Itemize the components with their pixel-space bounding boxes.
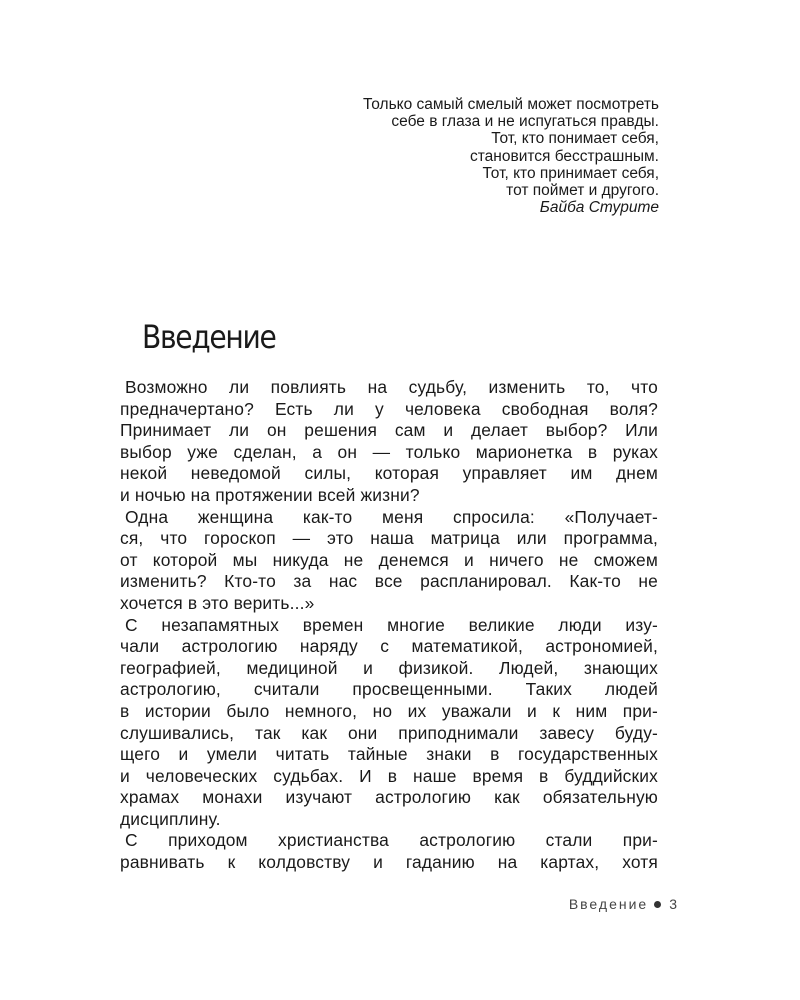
text-line: в истории было немного, но их уважали и к ним при-	[120, 700, 658, 721]
text-line: некой неведомой силы, которая управляет им днем	[120, 463, 658, 484]
epigraph-line: Тот, кто принимает себя,	[482, 164, 659, 182]
text-line: Возможно ли повлиять на судьбу, изменить то, что	[125, 377, 658, 397]
epigraph-author: Байба Стурите	[539, 199, 659, 217]
text-line: равнивать к колдовству и гаданию на картах, хотя	[120, 852, 658, 873]
text-line: хочется в это верить...»	[120, 592, 315, 613]
text-line: и человеческих судьбах. И в наше время в буддийских	[120, 765, 658, 786]
text-line: от которой мы никуда не денемся и ничего не сможем	[120, 549, 658, 570]
text-line: изменить? Кто-то за нас все распланировал. Как-то не	[120, 571, 658, 592]
text-line: ся, что гороскоп — это наша матрица или программа,	[120, 528, 658, 549]
text-line: чали астрологию наряду с математикой, астрономией,	[120, 636, 658, 657]
text-line: выбор уже сделан, а он — только марионетка в руках	[120, 441, 658, 462]
text-line: предначертано? Есть ли у человека свободная воля?	[120, 398, 658, 419]
chapter-title: Введение	[142, 318, 276, 356]
text-line: С приходом христианства астрологию стали при-	[125, 830, 658, 851]
page-number: 3	[669, 896, 679, 912]
page-footer	[569, 896, 679, 912]
epigraph-line: Только самый смелый может посмотреть	[362, 96, 659, 113]
text-line: дисциплину.	[120, 808, 221, 829]
text-line: и ночью на протяжении всей жизни?	[120, 484, 420, 505]
text-line: астрологию, считали просвещенными. Таких людей	[120, 679, 658, 700]
body-text	[120, 377, 658, 874]
text-line: географией, медициной и физикой. Людей, знающих	[120, 657, 658, 678]
bullet-icon	[654, 901, 661, 908]
text-line: храмах монахи изучают астрологию как обязательную	[120, 787, 658, 808]
text-line: щего и умели читать тайные знаки в государственных	[120, 744, 658, 765]
epigraph	[239, 96, 659, 216]
text-line: С незапамятных времен многие великие люди изу-	[125, 614, 658, 635]
epigraph-line: Тот, кто понимает себя,	[491, 130, 659, 148]
running-header-section: Введение	[568, 896, 649, 912]
text-line: Одна женщина как-то меня спросила: «Получает-	[125, 506, 658, 527]
text-line: Принимает ли он решения сам и делает выбор? Или	[120, 420, 658, 441]
text-line: слушивались, так как они приподнимали завесу буду-	[120, 722, 658, 743]
epigraph-line: тот поймет и другого.	[506, 182, 659, 200]
epigraph-line: становится бесстрашным.	[469, 147, 659, 165]
epigraph-line: себе в глаза и не испугаться правды.	[391, 113, 659, 131]
